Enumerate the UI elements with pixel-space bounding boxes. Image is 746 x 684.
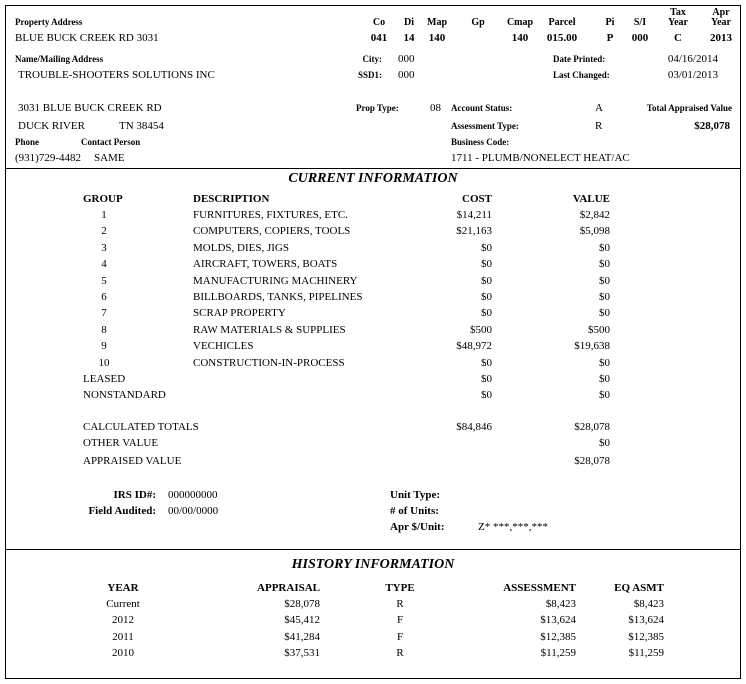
nonstandard-value: $0 xyxy=(599,389,610,401)
gp-label: Gp xyxy=(471,17,485,28)
si-value: 000 xyxy=(631,32,649,44)
appraised-value: $28,078 xyxy=(574,455,610,467)
table-row xyxy=(6,647,742,663)
group-cost: $0 xyxy=(481,258,492,271)
group-cost: $0 xyxy=(481,274,492,287)
history-info-title: HISTORY INFORMATION xyxy=(291,557,455,572)
city-value: 000 xyxy=(398,53,415,65)
table-row xyxy=(6,598,742,614)
other-value: $0 xyxy=(599,437,610,449)
table-row xyxy=(6,209,742,225)
group-cost: $0 xyxy=(481,291,492,303)
group-number: 6 xyxy=(101,291,107,303)
map-label: Map xyxy=(427,17,447,28)
cmap-label: Cmap xyxy=(506,17,534,28)
current-info-title: CURRENT INFORMATION xyxy=(288,171,458,186)
group-value: $0 xyxy=(599,291,610,303)
city-label: City: xyxy=(362,54,382,64)
calc-totals-value: $28,078 xyxy=(574,421,610,433)
history-appraisal: $45,412 xyxy=(284,614,320,627)
history-eq-asmt: $13,624 xyxy=(628,614,664,627)
group-number: 10 xyxy=(98,356,110,369)
name-mailing-label: Name/Mailing Address xyxy=(15,54,104,64)
divider-current xyxy=(6,549,740,550)
col-eq-asmt-header: EQ ASMT xyxy=(614,582,664,594)
history-eq-asmt: $11,259 xyxy=(628,646,664,659)
total-appraised-label: Total Appraised Value xyxy=(646,103,732,113)
group-number: 8 xyxy=(101,323,107,336)
apr-year-label-2: Year xyxy=(711,17,731,28)
parcel-label: Parcel xyxy=(548,17,576,28)
phone-value: (931)729-4482 xyxy=(15,152,81,164)
group-value: $19,638 xyxy=(574,340,610,353)
contact-person-label: Contact Person xyxy=(81,137,141,147)
group-cost: $0 xyxy=(481,356,492,369)
history-assessment: $13,624 xyxy=(540,614,576,627)
group-cost: $21,163 xyxy=(456,225,492,238)
num-units-label: # of Units: xyxy=(390,505,439,517)
history-year: 2012 xyxy=(112,614,134,627)
leased-value: $0 xyxy=(599,373,610,385)
date-printed-value: 04/16/2014 xyxy=(667,53,718,65)
pi-label: Pi xyxy=(605,17,615,28)
history-eq-asmt: $8,423 xyxy=(633,598,664,610)
nonstandard-cost: $0 xyxy=(481,389,492,401)
appraised-value-label: APPRAISED VALUE xyxy=(83,455,182,467)
prop-type-label: Prop Type: xyxy=(356,103,399,113)
group-description: SCRAP PROPERTY xyxy=(193,307,286,320)
group-description: AIRCRAFT, TOWERS, BOATS xyxy=(193,258,338,271)
pi-value: P xyxy=(606,32,614,44)
nonstandard-label: NONSTANDARD xyxy=(83,389,166,401)
group-number: 1 xyxy=(101,209,107,221)
di-label: Di xyxy=(404,17,414,28)
calc-totals-cost: $84,846 xyxy=(456,421,492,433)
last-changed-label: Last Changed: xyxy=(553,70,610,80)
history-assessment: $8,423 xyxy=(545,598,576,610)
group-description: MOLDS, DIES, JIGS xyxy=(193,241,289,254)
ssd1-label: SSD1: xyxy=(357,70,382,80)
apr-year-label-1: Apr xyxy=(712,7,730,18)
business-code-value: 1711 - PLUMB/NONELECT HEAT/AC xyxy=(451,152,630,164)
group-cost: $48,972 xyxy=(456,340,492,353)
account-status-label: Account Status: xyxy=(451,103,513,113)
assessment-type-label: Assessment Type: xyxy=(451,121,519,131)
table-row xyxy=(6,291,742,307)
history-appraisal: $37,531 xyxy=(284,646,320,659)
col-year-header: YEAR xyxy=(107,582,139,594)
last-changed-value: 03/01/2013 xyxy=(667,69,718,81)
apr-year-value: 2013 xyxy=(710,32,732,44)
co-value: 041 xyxy=(370,32,388,44)
history-year: 2010 xyxy=(112,646,134,659)
group-description: MANUFACTURING MACHINERY xyxy=(193,274,358,287)
group-value: $0 xyxy=(599,307,610,320)
table-row xyxy=(6,631,742,647)
prop-type-value: 08 xyxy=(430,102,441,114)
table-row xyxy=(6,275,742,291)
table-row xyxy=(6,614,742,630)
col-cost-header: COST xyxy=(462,193,492,205)
tax-year-value: C xyxy=(674,32,682,44)
owner-name: TROUBLE-SHOOTERS SOLUTIONS INC xyxy=(18,69,215,81)
history-type: F xyxy=(396,614,404,627)
col-appraisal-header: APPRAISAL xyxy=(257,582,320,594)
group-description: BILLBOARDS, TANKS, PIPELINES xyxy=(193,291,363,303)
address-state-zip: TN 38454 xyxy=(119,120,164,132)
date-printed-label: Date Printed: xyxy=(553,54,606,64)
address-city: DUCK RIVER xyxy=(18,120,85,132)
irs-id-value: 000000000 xyxy=(168,489,218,501)
leased-label: LEASED xyxy=(83,373,126,385)
group-description: CONSTRUCTION-IN-PROCESS xyxy=(193,356,345,369)
co-label: Co xyxy=(372,17,386,28)
other-value-label: OTHER VALUE xyxy=(83,437,159,449)
group-value: $0 xyxy=(599,274,610,287)
history-appraisal: $28,078 xyxy=(284,598,320,610)
contact-person-value: SAME xyxy=(94,152,125,164)
property-address: BLUE BUCK CREEK RD 3031 xyxy=(15,32,159,44)
col-description-header: DESCRIPTION xyxy=(193,193,270,205)
col-value-header: VALUE xyxy=(572,193,610,205)
group-cost: $500 xyxy=(470,323,492,336)
group-value: $0 xyxy=(599,258,610,271)
phone-label: Phone xyxy=(15,137,40,147)
group-number: 5 xyxy=(101,274,107,287)
col-group-header: GROUP xyxy=(83,193,123,205)
group-value: $0 xyxy=(599,356,610,369)
di-value: 14 xyxy=(403,32,415,44)
parcel-value: 015.00 xyxy=(546,32,578,44)
history-appraisal: $41,284 xyxy=(284,630,320,643)
group-number: 4 xyxy=(101,258,107,271)
group-cost: $0 xyxy=(481,241,492,254)
history-type: R xyxy=(396,598,404,610)
history-year: 2011 xyxy=(112,630,134,643)
group-number: 3 xyxy=(101,241,107,254)
irs-id-label: IRS ID#: xyxy=(113,489,156,501)
history-year: Current xyxy=(106,598,140,610)
calc-totals-label: CALCULATED TOTALS xyxy=(83,421,199,433)
table-row xyxy=(6,324,742,340)
field-audited-value: 00/00/0000 xyxy=(168,505,219,517)
col-type-header: TYPE xyxy=(385,582,415,594)
history-eq-asmt: $12,385 xyxy=(628,630,664,643)
table-row xyxy=(6,357,742,373)
table-row xyxy=(6,225,742,241)
apr-per-unit-label: Apr $/Unit: xyxy=(390,521,445,533)
address-line1: 3031 BLUE BUCK CREEK RD xyxy=(18,102,162,114)
group-cost: $0 xyxy=(481,307,492,320)
group-number: 7 xyxy=(101,307,107,320)
history-type: R xyxy=(396,646,404,659)
apr-per-unit-value: Z* ***,***,*** xyxy=(478,521,548,533)
group-cost: $14,211 xyxy=(456,209,492,221)
group-description: RAW MATERIALS & SUPPLIES xyxy=(193,323,346,336)
history-assessment: $12,385 xyxy=(540,630,576,643)
si-label: S/I xyxy=(633,17,647,28)
field-audited-label: Field Audited: xyxy=(88,505,156,517)
history-assessment: $11,259 xyxy=(540,646,576,659)
group-value: $500 xyxy=(588,323,610,336)
group-value: $5,098 xyxy=(579,225,610,238)
total-appraised-value: $28,078 xyxy=(694,120,730,132)
tax-year-label-1: Tax xyxy=(670,7,686,18)
group-value: $2,842 xyxy=(579,209,610,221)
record-card xyxy=(5,5,741,679)
account-status-value: A xyxy=(595,102,603,114)
business-code-label: Business Code: xyxy=(451,137,510,147)
leased-cost: $0 xyxy=(481,373,492,385)
group-number: 9 xyxy=(101,340,107,353)
group-description: VECHICLES xyxy=(193,340,254,353)
cmap-value: 140 xyxy=(511,32,529,44)
tax-year-label-2: Year xyxy=(668,17,688,28)
table-row xyxy=(6,307,742,323)
group-number: 2 xyxy=(101,225,107,238)
map-value: 140 xyxy=(428,32,446,44)
group-description: COMPUTERS, COPIERS, TOOLS xyxy=(193,225,351,238)
history-type: F xyxy=(396,630,404,643)
ssd1-value: 000 xyxy=(398,69,415,81)
table-row xyxy=(6,340,742,356)
group-value: $0 xyxy=(599,241,610,254)
col-assessment-header: ASSESSMENT xyxy=(503,582,576,594)
table-row xyxy=(6,242,742,258)
assessment-type-value: R xyxy=(595,120,603,132)
table-row xyxy=(6,258,742,274)
property-address-label: Property Address xyxy=(15,17,83,27)
divider-header xyxy=(6,168,740,169)
unit-type-label: Unit Type: xyxy=(390,489,441,501)
group-description: FURNITURES, FIXTURES, ETC. xyxy=(193,209,348,221)
